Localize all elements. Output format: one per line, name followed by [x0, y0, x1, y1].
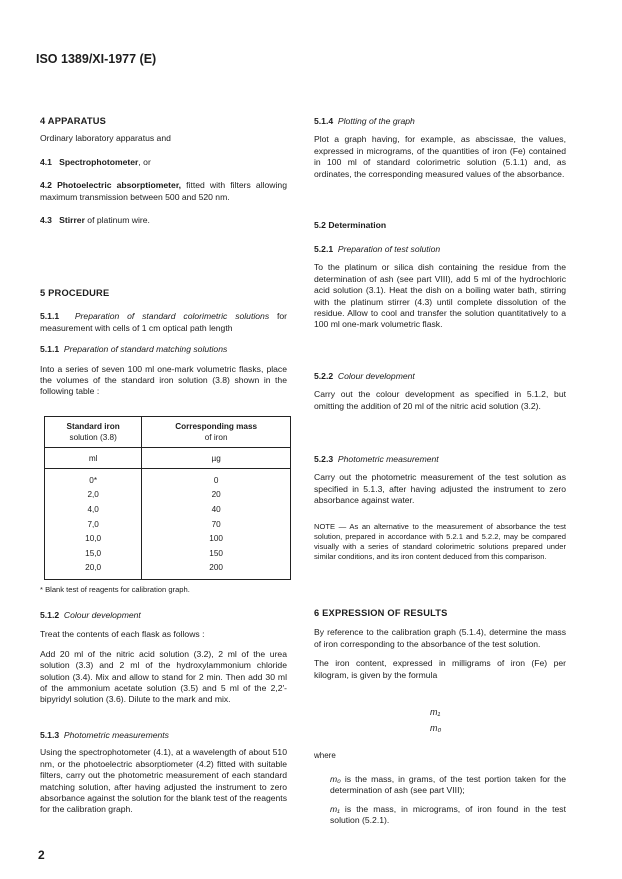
table-unit-row — [45, 448, 291, 469]
section-heading: 4 APPARATUS — [40, 116, 107, 126]
subsection-5-1-2 — [40, 610, 287, 706]
paragraph: By reference to the calibration graph (5.1.4), determine the mass of iron corresponding to the absorbance of the test solution. — [314, 627, 566, 649]
paragraph: The iron content, expressed in milligrams of iron (Fe) per kilogram, is given by the formula — [314, 658, 566, 680]
table-cell: ml — [45, 448, 142, 469]
list-item: 4.3 Stirrer of platinum wire. — [40, 215, 150, 226]
subsection-5-1-1a: 5.1.1 Preparation of standard colorimetric solutions for measurement with cells of 1 cm optical path length — [40, 311, 288, 333]
paragraph: Plot a graph having, for example, as abscissae, the values, expressed in micrograms, of the quantities of iron (Fe) contained in 100 ml of standard colorimetric solution (5.1.1) and, as ordinates, the corresponding measured values of the absorbance. — [314, 134, 566, 179]
page-number: 2 — [38, 848, 45, 862]
table-row: 0* 0 — [45, 469, 291, 488]
definition-m0: m₀ is the mass, in grams, of the test portion taken for the determination of ash (see part VIII); — [330, 774, 566, 796]
subsection-5-2-2 — [314, 371, 566, 412]
paragraph: Into a series of seven 100 ml one-mark volumetric flasks, place the volumes of the standard iron solution (3.8) shown in the following table : — [40, 363, 287, 397]
table-header-row — [45, 417, 291, 448]
subsection-5-2-3 — [314, 454, 566, 507]
section-5-2-heading — [314, 220, 566, 231]
section-6-results — [314, 608, 566, 681]
table-row: 15,0 150 — [45, 546, 291, 561]
list-item: 4.2 Photoelectric absorptiometer, fitted with filters allowing maximum transmission between 500 and 520 nm. — [40, 180, 287, 202]
table-row: 2,0 20 — [45, 488, 291, 503]
paragraph: Carry out the colour development as specified in 5.1.2, but omitting the addition of 20 ml of the nitric acid solution (3.2). — [314, 389, 566, 411]
paragraph: Carry out the photometric measurement of the test solution as specified in 5.1.3, after having adjusted the instrument to zero absorbance against water. — [314, 472, 566, 506]
section-heading: 5 PROCEDURE — [40, 288, 110, 298]
section-4-apparatus — [40, 116, 287, 226]
subsection-heading: 5.2.3 Photometric measurement — [314, 454, 439, 464]
paragraph: To the platinum or silica dish containing the residue from the determination of ash (see part VIII), add 5 ml of the hydrochloric acid solution (3.1). Heat the dish on a boiling water bath, stirring with the platinum stirrer (4.3) until complete dissolution of the residue. Allow to cool and transfer the solution quantitatively to a 100 ml one-mark volumetric flask. — [314, 262, 566, 330]
document-id-header: ISO 1389/XI-1977 (E) — [36, 52, 157, 66]
subsection-heading: 5.2 Determination — [314, 220, 387, 230]
note — [314, 522, 566, 562]
paragraph: Ordinary laboratory apparatus and — [40, 133, 171, 144]
table-row: 10,0 100 — [45, 531, 291, 546]
table-header-cell: Corresponding mass of iron — [142, 417, 291, 448]
table-header-cell: Standard iron solution (3.8) — [45, 417, 142, 448]
formula-denominator: m₀ — [430, 723, 442, 733]
note-text: NOTE — As an alternative to the measurement of absorbance the test solution, prepared in accordance with 5.2.1 and 5.2.2, may be compared visually with a series of standard colorimetric solutions prepared under similar conditions, and its iron content deduced from this comparison. — [314, 522, 566, 561]
subsection-heading-5-1-1b: 5.1.1 Preparation of standard matching solutions — [40, 344, 228, 355]
formula-numerator: m₁ — [430, 707, 441, 717]
table-row: 4,0 40 — [45, 502, 291, 517]
subsection-5-2-1 — [314, 244, 566, 331]
table-footnote: * Blank test of reagents for calibration graph. — [40, 585, 190, 594]
list-item: 4.1 Spectrophotometer, or — [40, 156, 151, 167]
subsection-heading: 5.1.2 Colour development — [40, 610, 141, 620]
subsection-5-1-4 — [314, 116, 566, 180]
standard-iron-table — [44, 416, 291, 580]
section-heading: 6 EXPRESSION OF RESULTS — [314, 608, 448, 618]
table-row: 20,0 200 — [45, 561, 291, 580]
definition-m1: m₁ is the mass, in micrograms, of iron found in the test solution (5.2.1). — [330, 804, 566, 826]
subsection-heading: 5.1.3 Photometric measurements — [40, 730, 169, 740]
subsection-5-1-3 — [40, 730, 287, 816]
table-row: 7,0 70 — [45, 517, 291, 532]
where-label: where — [314, 751, 336, 760]
subsection-heading: 5.2.1 Preparation of test solution — [314, 244, 441, 254]
paragraph: Using the spectrophotometer (4.1), at a wavelength of about 510 nm, or the photoelectric absorptiometer (4.2) fitted with suitable filters, carry out the photometric measurement of each standard matching solution, after having adjusted the instrument to zero absorbance against the solution for the blank test of the reagents for the calibration graph. — [40, 747, 287, 815]
paragraph: Add 20 ml of the nitric acid solution (3.2), 2 ml of the urea solution (3.3) and 2 ml of the hydroxylammonium chloride solution (3.4). Mix and allow to stand for 2 min. Then add 30 ml of the ammonium acetate solution (3.5) and 5 ml of the 2,2′-bipyridyl solution (3.6). Dilute to the mark and mix. — [40, 648, 287, 705]
subsection-heading: 5.2.2 Colour development — [314, 371, 415, 381]
paragraph: Treat the contents of each flask as follows : — [40, 629, 205, 640]
table-cell: µg — [142, 448, 291, 469]
subsection-heading: 5.1.4 Plotting of the graph — [314, 116, 415, 126]
section-5-procedure — [40, 288, 287, 398]
